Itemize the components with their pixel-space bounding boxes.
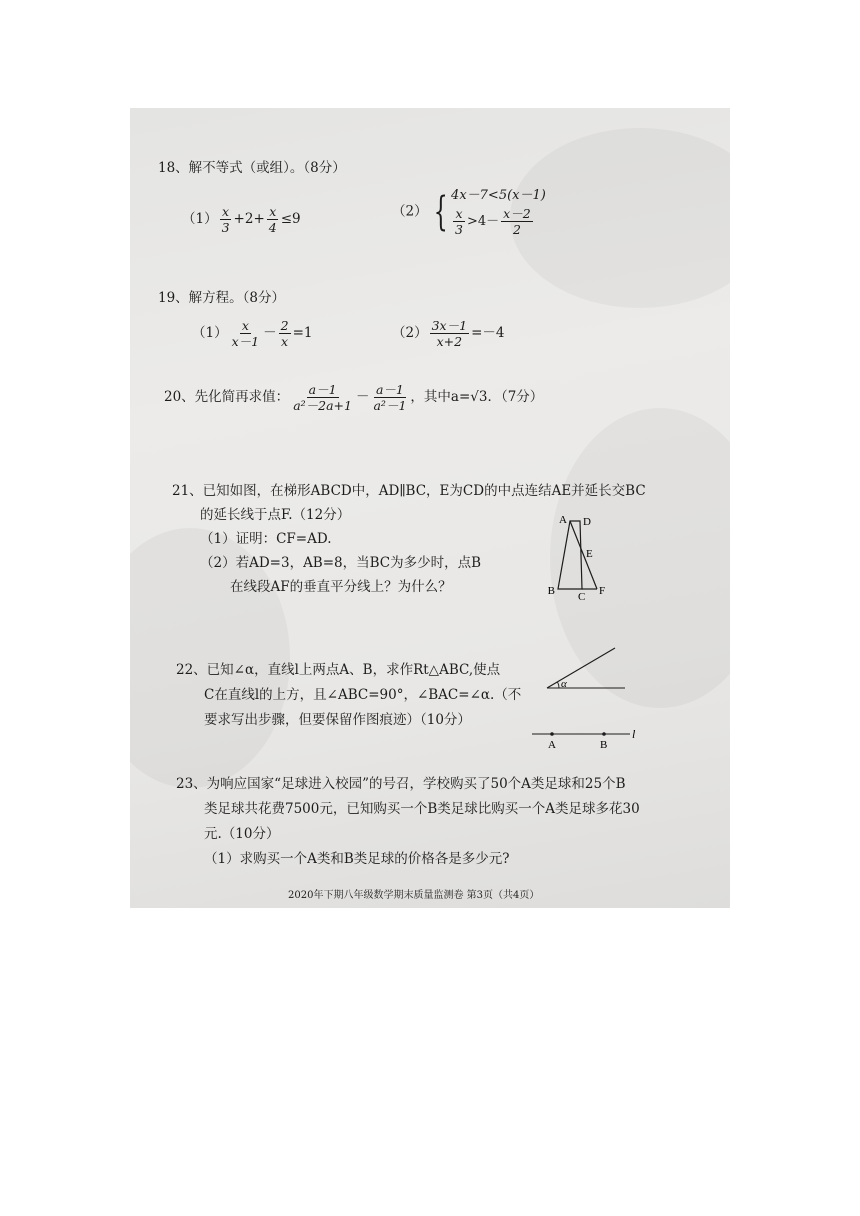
fig21-label-e: E	[586, 548, 593, 560]
angle-alpha-figure	[535, 638, 645, 698]
q20-title: 20、先化简再求值：	[164, 389, 290, 405]
q23-line4: （1）求购买一个A类和B类足球的价格各是多少元?	[204, 851, 510, 867]
fig21-label-d: D	[583, 516, 591, 528]
brace-icon: {	[433, 188, 448, 235]
fig21-label-b: B	[547, 585, 555, 597]
q19-part1-tail: =1	[292, 325, 313, 341]
exam-page-photo	[130, 108, 730, 908]
q18-part2: （2） { 4x－7<5(x－1) $\frac{x}{3}$ >4－ $\frac{x-2}{2}$	[392, 188, 546, 237]
q23-line2: 类足球共花费7500元，已知购买一个B类足球比购买一个A类足球多花30	[204, 801, 640, 817]
trapezoid-figure	[540, 513, 630, 603]
q21-line3: （1）证明：CF=AD.	[200, 531, 332, 547]
page-footer: 2020年下期八年级数学期末质量监测卷 第3页（共4页）	[288, 890, 540, 901]
q18-part2-label: （2）	[392, 203, 428, 220]
q22-line2: C在直线l的上方，且∠ABC=90°，∠BAC=∠α.（不	[204, 687, 522, 703]
q19-part2: （2） $\frac{3x-1}{x+2}$ =－4	[392, 318, 505, 349]
q22-line3: 要求写出步骤，但要保留作图痕迹）（10分）	[204, 712, 471, 728]
q21-line1: 21、已知如图，在梯形ABCD中，AD∥BC，E为CD的中点连结AE并延长交BC	[172, 483, 646, 499]
q18-part2-gt: >4－	[467, 214, 500, 229]
q23-line3: 元.（10分）	[204, 826, 280, 842]
alpha-label: α	[561, 678, 567, 690]
q20: 20、先化简再求值： $\frac{a-1}{\text{a²－2a+1}}$ － $\frac{a-1}{\text{a²－1}}$ ，其中a=√3．（7分）	[164, 382, 544, 413]
q18-title: 18、解不等式（或组）。（8分）	[158, 160, 346, 176]
q21-line5: 在线段AF的垂直平分线上？为什么？	[230, 579, 452, 595]
fig21-label-c: C	[578, 591, 586, 603]
q19-part2-label: （2）	[392, 325, 428, 341]
line-l-figure	[530, 720, 645, 756]
q18-part2-line1: 4x－7<5(x－1)	[451, 188, 546, 203]
q19-part1-label: （1）	[192, 325, 228, 341]
q18-part1-tail: ≤9	[280, 211, 301, 227]
q18-part1-label: （1）	[182, 211, 218, 227]
q23-line1: 23、为响应国家“足球进入校园”的号召，学校购买了50个A类足球和25个B	[176, 776, 626, 792]
q21-line4: （2）若AD=3，AB=8，当BC为多少时，点B	[200, 555, 482, 571]
q18-part1: （1） $\frac{x}{3}$ +2+ $\frac{x}{4}$ ≤9	[182, 204, 301, 235]
fig21-label-f: F	[599, 585, 606, 597]
q19-title: 19、解方程。（8分）	[158, 290, 286, 306]
fig22-label-l: l	[632, 727, 636, 741]
q20-tail: ，其中a=√3．（7分）	[410, 389, 544, 405]
fig21-label-a: A	[559, 514, 567, 526]
q19-part2-tail: =－4	[471, 325, 505, 341]
fig22-label-b: B	[600, 739, 608, 751]
q19-part1: （1） $\frac{x}{x-1}$ － $\frac{2}{x}$ =1	[192, 318, 313, 349]
q22-line1: 22、已知∠α，直线l上两点A、B，求作Rt△ABC,使点	[176, 662, 501, 678]
q21-line2: 的延长线于点F.（12分）	[200, 507, 351, 523]
fig22-label-a: A	[548, 739, 556, 751]
